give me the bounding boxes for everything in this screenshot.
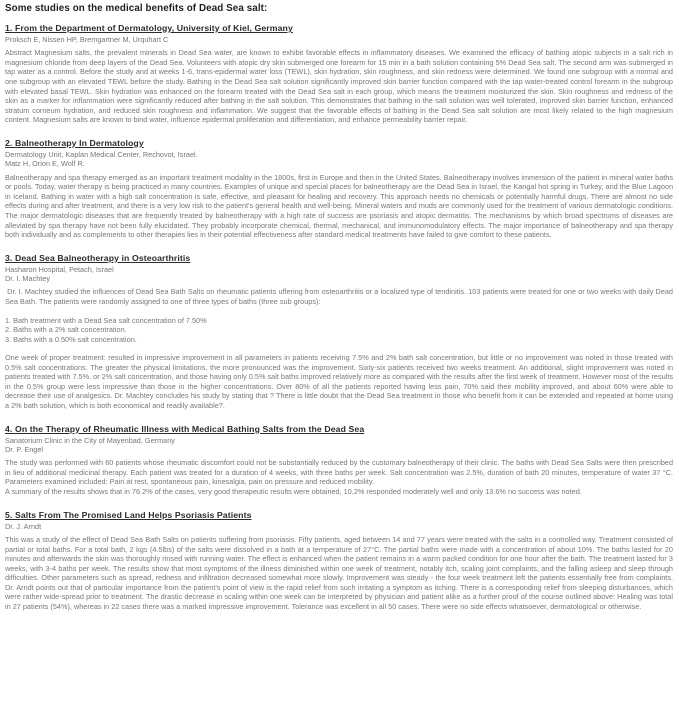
section-meta	[5, 150, 673, 169]
section-meta-line: Matz H, Orion E, Wolf R.	[5, 159, 85, 169]
bath-type-list-item: 2. Baths with a 2% salt concentration.	[5, 325, 127, 335]
section-heading: 5. Salts From The Promised Land Helps Psoriasis Patients	[5, 509, 252, 520]
section-paragraph: This was a study of the effect of Dead Sea Bath Salts on patients suffering from psoriasis. Fifty patients, aged between 14 and 77 years were treated with the salts in a controlled way. Treatment consisted of partial or total baths. For a total bath, 2 kgs (4.5lbs) of the salts were dissolved in a bath at a temperature of 27°C. The partial baths were made with a concentration of about 10%. The baths lasted for 20 minutes and afterwards the skin was thoroughly rinsed with running water. The effect is enhanced when the patient remains in a warm packed condition for one hour after the bath. The treatment lasted for 3 weeks, with 3-4 baths per week. The results show that most symptoms of the illness diminished within one week of treatment, notably itch, scaling joint complaints, and the falling asleep and sleep through difficulties. Other parameters such as spread, redness and infiltration decreased somewhat more slowly. Improvement was steady - the four week treatment left the patients essentially free from complaints. Dr. Arndt points out that of particular importance from the patient's point of view is the rapid relief from such irritating a symptom as itching. There is a corresponding relief from sleeping disturbances, which were rather wide-spread prior to treatment. The drastic decrease in scaling within one week can be interpreted by physician and patient alike as a further proof of the course outlined above: Healing was total in 27 patients (54%), whereas in 22 cases there was a marked impressive improvement. Tolerance was excellent in all 50 cases. There were no side effects whatsoever, dermatological or otherwise.	[5, 534, 676, 612]
study-section	[5, 423, 676, 497]
section-meta-line: Dr. J. Arndt	[5, 521, 42, 531]
section-paragraph: The study was performed with 60 patients whose rheumatic discomfort could not be substantially reduced by the customary balneotherapy of their clinic. The baths with Dead Sea Salts were then prescribed in lieu of additional medicinal therapy. Each patient was treated for a duration of 4 weeks, with three baths per week. Salt concentration was 2.5%, duration of bath 20 minutes, temperature of water 37 °C. Parameters examined included: Pain at rest, spontaneous pain, kinesalgia, pain on pressure and reduced mobility.	[5, 458, 676, 487]
section-meta-line: Proksch E, Nissen HP, Bremgartner M, Urquhart C	[5, 35, 169, 44]
section-paragraph: One week of proper treatment: resulted in impressive improvement in all parameters in patients receiving 7.5% and 2% bath salt concentration, but little or no improvement was noted in those treated with 0.5% salt concentrations. The greater the physical limitations, the more pronounced was the improvement. Sixty-six patients received two weeks treatment. An additional, slight improvement was noted in patients treated with 7.5%. or 2% salt concentration, and those having only 0.5% salt baths improved relatively more as compared with the results after the first week of treatment. However most of the results in the 0.5% group were less impressive than those in the higher concentrations. Over 80% of all the patients reported having less pain, 70% said their mobility improved, and about 60% were able to decrease their use of analgesics. Dr. Machtey concludes his study by stating that ? There is little doubt that the Dead Sea treatment in those who benefit from it can be extended and repeated at home using a 2% bath solution, which is both economical and readily available?.	[5, 353, 676, 411]
section-paragraph: Balneotherapy and spa therapy emerged as an important treatment modality in the 1800s, first in Europe and then in the United States. Balneotherapy involves immersion of the patient in mineral water baths or pools. Today, water therapy is being practiced in many countries. Examples of unique and special places for balneotherapy are the Dead Sea in Israel, the Kangal hot spring in Turkey, and the Blue Lagoon in Iceland. Bathing in water with a high salt concentration is safe, effective, and pleasant for healing and recovery. This approach needs no chemicals or potentially harmful drugs. There are almost no side effects during and after treatment, and there is a very low risk to the patient's general health and well-being. Mineral waters and muds are commonly used for the treatment of various dermatologic conditions. The major dermatologic diseases that are frequently treated by balneotherapy with a high rate of success are psoriasis and atopic dermatitis. The mechanisms by which broad spectrums of diseases are alleviated by spa therapy have not been fully elucidated. They probably incorporate chemical, thermal, mechanical, and immunomodulatory effects. The major importance of balneotherapy and spa therapy both individually and as complements to other therapies lies in their potential effectiveness after standard medical treatments have failed to give comfort to these patients.	[5, 172, 676, 240]
section-meta	[5, 35, 673, 44]
section-paragraph: Dr. I. Machtey studied the influences of Dead Sea Bath Salts on rheumatic patients uffering from osteoarthritis or a localized type of tendinitis. 103 patients were treated for one or two weeks with daily Dead Sea Bath. The patients were randomly assigned to one of three types of baths (three sub groups):	[5, 287, 676, 306]
section-paragraph: Abstract Magnesium salts, the prevalent minerals in Dead Sea water, are known to exhibit favorable effects in inflammatory diseases. We examined the efficacy of bathing atopic subjects in a salt rich in magnesium chloride from deep layers of the Dead Sea. Volunteers with atopic dry skin submerged one forearm for 15 min in a bath solution containing 5% Dead Sea salt. The second arm was submerged in tap water as a control. Before the study and at weeks 1-6, trans-epidermal water loss (TEWL), skin hydration, skin roughness, and skin redness were determined. We found one subgroup with a normal and one subgroup with an elevated TEWL before the study. Bathing in the Dead Sea salt solution significantly improved skin barrier function compared with the tap water-treated control forearm in the subgroup with elevated basal TEWL. Skin hydration was enhanced on the forearm treated with the Dead Sea salt in each group, which means the treatment moisturized the skin. Skin roughness and redness of the skin as a marker for inflammation were significantly reduced after bathing in the salt solution. This demonstrates that bathing in the salt solution was well tolerated, improved skin barrier function, enhanced stratum corneum hydration, and reduced skin roughness and inflammation. We suggest that the favorable effects of bathing in the Dead Sea salt solution are most likely related to the high magnesium content. Magnesium salts are known to bind water, influence epidermal proliferation and differentiation, and enhance permeability barrier repair.	[5, 48, 676, 125]
section-meta	[5, 522, 673, 531]
bath-type-list	[5, 316, 673, 345]
section-meta-line: Sanatorium Clinic in the City of Mayenbad, Germany	[5, 435, 175, 445]
section-heading: 2. Balneotherapy In Dermatology	[5, 138, 144, 149]
section-meta	[5, 436, 673, 455]
document-title: Some studies on the medical benefits of Dead Sea salt:	[5, 3, 268, 14]
study-section	[5, 138, 676, 240]
study-section	[5, 252, 676, 411]
section-heading: 1. From the Department of Dermatology, University of Kiel, Germany	[5, 23, 293, 33]
section-meta	[5, 265, 673, 284]
bath-type-list-item: 1. Bath treatment with a Dead Sea salt concentration of 7.50%	[5, 315, 207, 325]
section-paragraph: A summary of the results shows that in 76.2% of the cases, very good therapeutic results were obtained, 10.2% responded moderately well and only 13.6% no success was noted.	[5, 487, 582, 497]
section-heading: 4. On the Therapy of Rheumatic Illness with Medical Bathing Salts from the Dead Sea	[5, 423, 365, 434]
section-meta-line: Dr. I. Machtey	[5, 274, 51, 284]
study-section	[5, 509, 676, 612]
section-meta-line: Dermatology Unit, Kaplan Medical Center, Rechovot, Israel.	[5, 150, 198, 160]
study-section	[5, 23, 676, 125]
document-body	[5, 23, 676, 612]
section-meta-line: Dr. P. Engel	[5, 444, 43, 454]
bath-type-list-item: 3. Baths with a 0.50% salt concentration.	[5, 334, 137, 344]
section-meta-line: Hasharon Hospital, Petach, Israel	[5, 264, 114, 274]
section-heading: 3. Dead Sea Balneotherapy in Osteoarthritis	[5, 252, 191, 263]
